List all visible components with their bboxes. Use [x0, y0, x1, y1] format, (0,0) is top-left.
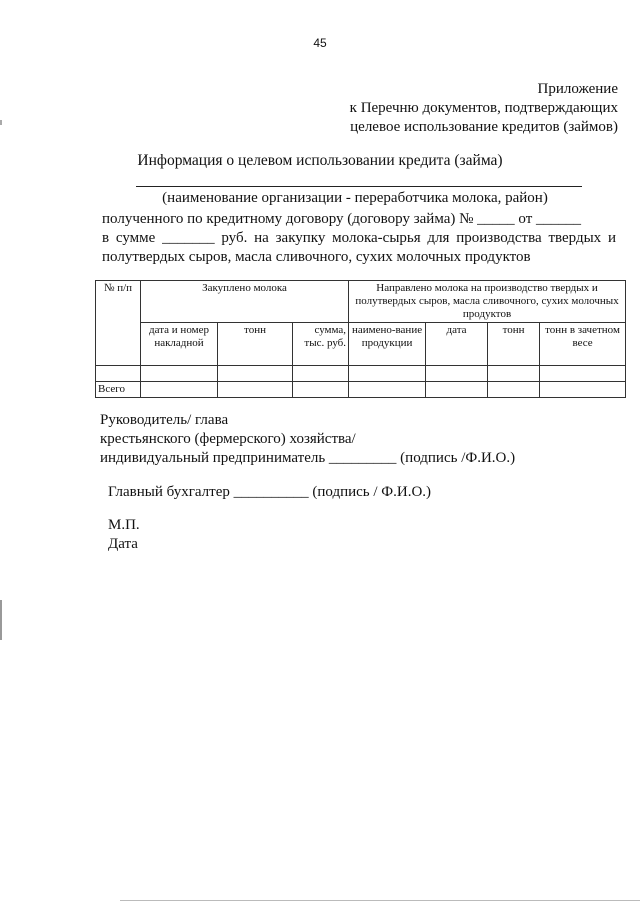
signature-accountant: Главный бухгалтер __________ (подпись / Ф.И.О.): [108, 484, 432, 500]
signature-head-line-2: крестьянского (фермерского) хозяйства/: [100, 431, 356, 447]
organization-blank-line: [136, 186, 582, 187]
header-group-purchased: Закуплено молока: [141, 281, 349, 323]
appendix-line-1: Приложение: [537, 81, 618, 97]
table-total-row: [96, 382, 626, 398]
header-date: дата: [426, 323, 488, 366]
document-title: Информация о целевом использовании кредита (займа): [137, 152, 503, 169]
total-label: Всего: [96, 382, 141, 398]
header-col-number: № п/п: [96, 281, 141, 366]
table-header-row-1: [96, 281, 626, 323]
scan-bottom-edge: [120, 900, 640, 901]
header-tons-directed: тонн: [488, 323, 540, 366]
page-number: 45: [313, 36, 327, 50]
scan-margin-artifact: [0, 0, 2, 905]
appendix-header: [350, 80, 618, 137]
paragraph-line-2: в сумме _______ руб. на закупку молока-сырья для производства твердых и: [102, 230, 616, 246]
header-amount: сумма, тыс. руб.: [293, 323, 349, 366]
header-group-directed: Направлено молока на производство твердых и полутвердых сыров, масла сливочного, сухих молочных продуктов: [349, 281, 626, 323]
header-invoice: дата и номер накладной: [141, 323, 218, 366]
paragraph-line-1: полученного по кредитному договору (договору займа) № _____ от ______: [102, 211, 582, 227]
signature-head-line-1: Руководитель/ глава: [100, 412, 229, 428]
signature-head-line-3: индивидуальный предприниматель _________ (подпись /Ф.И.О.): [100, 450, 516, 466]
organization-caption: (наименование организации - переработчика молока, район): [162, 190, 548, 206]
date-label: Дата: [108, 536, 138, 552]
paragraph-line-3: полутвердых сыров, масла сливочного, сухих молочных продуктов: [102, 249, 531, 265]
table-row: [96, 366, 626, 382]
header-product-name: наимено-вание продукции: [349, 323, 426, 366]
appendix-line-3: целевое использование кредитов (займов): [350, 119, 618, 135]
header-tons-credit-weight: тонн в зачетном весе: [540, 323, 626, 366]
stamp-place: М.П.: [108, 517, 140, 533]
table-header-row-2: [96, 323, 626, 366]
header-tons-purchased: тонн: [218, 323, 293, 366]
milk-usage-table: [95, 280, 626, 398]
appendix-line-2: к Перечню документов, подтверждающих: [349, 100, 618, 116]
